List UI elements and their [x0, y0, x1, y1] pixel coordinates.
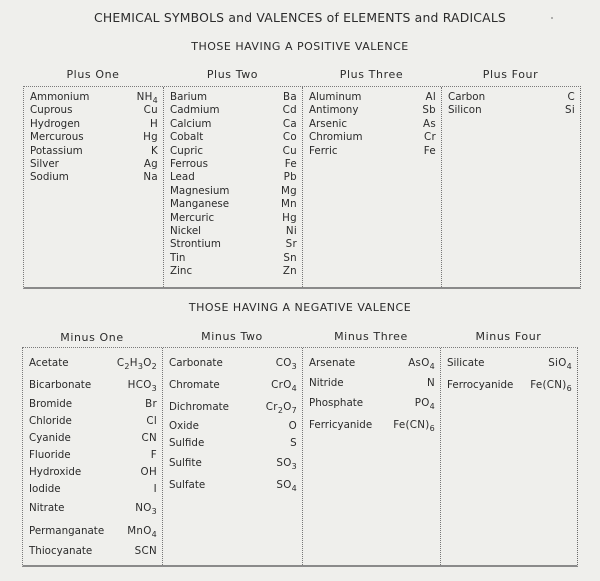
symbol-subscript: 3: [291, 362, 297, 371]
chemical-symbol: [425, 91, 436, 104]
symbol-text: Cu: [143, 104, 158, 117]
element-row-antimony: [303, 104, 441, 117]
chemical-symbol: [283, 131, 297, 144]
element-name: Arsenic: [309, 117, 348, 130]
symbol-text: C: [116, 357, 125, 369]
symbol-text: Sb: [422, 104, 436, 117]
symbol-subscript: 4: [429, 402, 435, 411]
symbol-text: As: [422, 117, 436, 130]
chemical-symbol: [151, 447, 157, 464]
chemical-symbol: [137, 91, 158, 104]
symbol-text: Zn: [282, 265, 297, 278]
chemical-symbol: [281, 198, 297, 211]
symbol-text: NO: [135, 502, 152, 514]
element-name: Cadmium: [170, 104, 220, 117]
element-name: Dichromate: [169, 401, 229, 413]
element-name: Iodide: [29, 483, 61, 495]
symbol-text: Ni: [285, 224, 297, 237]
chemical-symbol: [286, 225, 297, 238]
element-row-silicon: [442, 104, 580, 117]
chemical-symbol: [135, 542, 157, 560]
element-row-ferrous: [164, 158, 302, 171]
negative-valence-table: [22, 347, 578, 567]
element-row-cuprous: [24, 104, 163, 117]
chemical-symbol: [281, 185, 297, 198]
element-name: Phosphate: [309, 397, 364, 409]
column-header-plus-one: Plus One: [66, 68, 120, 81]
chemical-symbol: [142, 430, 158, 447]
element-name: Lead: [170, 171, 195, 184]
element-name: Silver: [30, 157, 59, 170]
column-header-minus-one: Minus One: [60, 331, 124, 344]
chemical-symbol: [135, 497, 157, 520]
chemical-symbol: [289, 418, 297, 435]
element-name: Magnesium: [170, 184, 230, 197]
negative-column: [163, 348, 303, 565]
chemical-symbol: [283, 91, 297, 104]
symbol-subscript: 7: [291, 406, 297, 415]
chemical-symbol: [284, 171, 297, 184]
positive-column: [164, 87, 303, 287]
symbol-text: Ag: [143, 157, 158, 170]
element-row-bicarbonate: [23, 374, 162, 396]
symbol-text: F: [150, 449, 157, 461]
element-row-arsenate: [303, 352, 440, 374]
element-name: Cobalt: [170, 131, 204, 144]
symbol-text: CN: [141, 432, 157, 444]
element-row-nitride: [303, 374, 440, 392]
chemical-symbol: [276, 452, 297, 474]
element-row-nitrate: [23, 497, 162, 520]
chemical-symbol: [151, 145, 158, 158]
element-name: Tin: [170, 251, 186, 264]
positive-valence-table: [23, 86, 581, 289]
symbol-text: Cd: [282, 104, 297, 117]
symbol-text: Cr: [265, 401, 278, 413]
element-row-chloride: [23, 413, 162, 430]
element-name: Silicate: [447, 357, 485, 369]
element-row-mercuric: [164, 212, 302, 225]
symbol-text: SO: [276, 479, 292, 491]
symbol-subscript: 3: [151, 507, 157, 516]
element-row-bromide: [23, 396, 162, 413]
element-name: Ferric: [309, 144, 338, 157]
chemical-symbol: [283, 104, 297, 117]
element-row-dichromate: [163, 396, 302, 418]
symbol-text: Co: [282, 131, 297, 144]
element-name: Aluminum: [309, 91, 362, 103]
chemical-symbol: [548, 352, 572, 374]
element-name: Permanganate: [29, 525, 105, 537]
element-row-arsenic: [303, 118, 441, 131]
positive-column: [24, 87, 164, 287]
chemical-symbol: [266, 396, 297, 418]
element-name: Nitride: [309, 377, 344, 389]
symbol-subscript: 4: [152, 96, 158, 105]
symbol-text: C: [567, 91, 575, 103]
symbol-subscript: 3: [137, 362, 144, 371]
chemical-symbol: [143, 131, 158, 144]
chemical-symbol: [128, 374, 157, 396]
symbol-text: Hg: [143, 131, 158, 144]
element-name: Chromium: [309, 131, 363, 144]
element-name: Chromate: [169, 379, 220, 391]
symbol-subscript: 3: [151, 384, 157, 393]
chemical-symbol: [271, 374, 297, 396]
element-name: Mercurous: [30, 131, 84, 144]
element-name: Thiocyanate: [29, 545, 93, 557]
element-row-cupric: [164, 145, 302, 158]
symbol-text: Fe: [284, 157, 297, 170]
negative-valence-heading: THOSE HAVING A NEGATIVE VALENCE: [188, 301, 412, 314]
chemical-symbol: [427, 374, 435, 392]
column-header-plus-two: Plus Two: [206, 68, 259, 81]
element-row-ferricyanide: [303, 414, 440, 437]
element-name: Zinc: [170, 265, 193, 278]
symbol-text: I: [153, 483, 157, 495]
symbol-text: SiO: [548, 357, 567, 369]
chemical-symbol: [283, 265, 297, 278]
symbol-text: O: [288, 420, 297, 432]
symbol-text: MnO: [127, 525, 152, 537]
element-name: Silicon: [448, 104, 482, 117]
element-row-mercurous: [24, 131, 163, 144]
element-row-thiocyanate: [23, 542, 162, 560]
column-header-minus-two: Minus Two: [201, 330, 263, 343]
element-row-sulfate: [163, 474, 302, 496]
symbol-text: Mg: [280, 184, 297, 197]
chemical-symbol: [283, 145, 297, 158]
element-row-permanganate: [23, 520, 162, 542]
element-name: Ammonium: [30, 91, 90, 103]
element-row-carbonate: [163, 352, 302, 374]
element-row-sulfide: [163, 435, 302, 452]
symbol-text: Hg: [282, 211, 297, 224]
positive-column: [442, 87, 580, 287]
symbol-text: O: [283, 401, 292, 413]
positive-column: [303, 87, 442, 287]
chemical-symbol: [117, 352, 157, 374]
element-row-cadmium: [164, 104, 302, 117]
element-name: Sodium: [30, 171, 69, 184]
symbol-text: K: [150, 144, 158, 157]
chemical-symbol: [290, 435, 297, 452]
element-name: Nickel: [170, 224, 202, 237]
chemical-symbol: [154, 481, 157, 497]
symbol-subscript: 4: [291, 384, 297, 393]
chemical-symbol: [150, 118, 158, 131]
chemical-symbol: [146, 413, 157, 430]
element-row-nickel: [164, 225, 302, 238]
element-row-barium: [164, 91, 302, 104]
element-row-ferric: [303, 145, 441, 158]
symbol-subscript: 4: [291, 484, 297, 493]
chemical-symbol: [143, 171, 158, 184]
element-row-phosphate: [303, 392, 440, 414]
column-header-plus-four: Plus Four: [482, 68, 539, 81]
element-row-zinc: [164, 265, 302, 278]
symbol-subscript: 2: [277, 406, 284, 415]
document-title: CHEMICAL SYMBOLS and VALENCES of ELEMENTS and RADICALS: [94, 10, 506, 25]
element-name: Hydroxide: [29, 466, 82, 478]
chemical-symbol: [282, 212, 297, 225]
element-row-iodide: [23, 481, 162, 497]
element-name: Cuprous: [30, 104, 73, 117]
element-row-hydroxide: [23, 464, 162, 481]
chemical-symbol: [283, 118, 297, 131]
chemical-symbol: [393, 414, 435, 437]
chemical-symbol: [415, 392, 435, 414]
element-row-fluoride: [23, 447, 162, 464]
symbol-text: Sr: [285, 238, 297, 251]
element-row-potassium: [24, 145, 163, 158]
element-row-ammonium: [24, 91, 163, 104]
element-name: Cupric: [170, 144, 204, 157]
chemical-symbol: [424, 145, 436, 158]
element-row-cyanide: [23, 430, 162, 447]
element-name: Ferrous: [170, 157, 208, 170]
element-name: Sulfide: [169, 437, 205, 449]
symbol-text: Sn: [283, 251, 297, 264]
element-row-tin: [164, 252, 302, 265]
symbol-text: Cu: [282, 144, 297, 157]
element-row-sodium: [24, 171, 163, 184]
symbol-subscript: 2: [151, 362, 157, 371]
chemical-symbol: [423, 118, 436, 131]
element-name: Carbon: [448, 91, 486, 103]
symbol-text: H: [129, 357, 138, 369]
element-row-sulfite: [163, 452, 302, 474]
element-name: Oxide: [169, 420, 199, 432]
chemical-symbol: [144, 104, 158, 117]
element-row-acetate: [23, 352, 162, 374]
symbol-text: Fe(CN): [393, 419, 430, 431]
element-name: Arsenate: [309, 357, 356, 369]
symbol-subscript: 3: [291, 462, 297, 471]
symbol-text: Br: [145, 398, 157, 410]
chemical-symbol: [530, 374, 572, 396]
element-row-ferrocyanide: [441, 374, 577, 396]
element-name: Hydrogen: [30, 117, 81, 130]
chemical-symbol: [286, 238, 297, 251]
element-row-oxide: [163, 418, 302, 435]
element-row-hydrogen: [24, 118, 163, 131]
element-name: Sulfite: [169, 457, 202, 469]
element-row-strontium: [164, 238, 302, 251]
symbol-text: O: [143, 357, 152, 369]
element-name: Mercuric: [170, 211, 215, 224]
symbol-text: Na: [143, 171, 158, 184]
symbol-subscript: 6: [566, 384, 572, 393]
element-name: Sulfate: [169, 479, 206, 491]
element-name: Nitrate: [29, 502, 65, 514]
element-name: Manganese: [170, 198, 230, 211]
element-row-magnesium: [164, 185, 302, 198]
chemical-symbol: [276, 352, 297, 374]
element-name: Strontium: [170, 238, 221, 251]
symbol-text: OH: [140, 466, 157, 478]
symbol-text: Pb: [283, 171, 297, 184]
chemical-symbol: [422, 104, 436, 117]
element-name: Bromide: [29, 398, 73, 410]
chemical-symbol: [408, 352, 435, 374]
chemical-symbol: [565, 104, 575, 117]
symbol-text: Fe: [423, 144, 436, 157]
symbol-text: Ba: [283, 91, 297, 103]
symbol-text: HCO: [127, 379, 152, 391]
element-name: Carbonate: [169, 357, 223, 369]
symbol-subscript: 2: [124, 362, 130, 371]
symbol-text: Fe(CN): [530, 379, 567, 391]
symbol-text: Ca: [282, 117, 297, 130]
symbol-text: AsO: [408, 357, 430, 369]
symbol-text: Al: [425, 91, 436, 103]
symbol-subscript: 4: [429, 362, 435, 371]
element-row-manganese: [164, 198, 302, 211]
chemical-symbol: [127, 520, 157, 542]
column-header-plus-three: Plus Three: [339, 68, 404, 81]
element-name: Barium: [170, 91, 208, 103]
element-row-silver: [24, 158, 163, 171]
element-name: Fluoride: [29, 449, 71, 461]
symbol-text: N: [426, 377, 435, 389]
symbol-subscript: 6: [429, 424, 435, 433]
element-row-chromate: [163, 374, 302, 396]
negative-column: [23, 348, 163, 565]
element-row-lead: [164, 171, 302, 184]
element-name: Calcium: [170, 117, 212, 130]
chemical-symbol: [144, 158, 158, 171]
symbol-text: SO: [276, 457, 292, 469]
chemical-symbol: [276, 474, 297, 496]
element-row-aluminum: [303, 91, 441, 104]
element-name: Antimony: [309, 104, 359, 117]
symbol-subscript: 4: [151, 530, 157, 539]
element-row-chromium: [303, 131, 441, 144]
negative-column: [303, 348, 441, 565]
chemical-symbol: [283, 252, 297, 265]
symbol-text: Cr: [423, 131, 436, 144]
symbol-text: CrO: [271, 379, 292, 391]
chemical-symbol: [285, 158, 297, 171]
element-row-cobalt: [164, 131, 302, 144]
positive-valence-heading: THOSE HAVING A POSITIVE VALENCE: [191, 40, 409, 53]
symbol-subscript: 4: [566, 362, 572, 371]
paper-speck: [551, 17, 553, 19]
symbol-text: Si: [565, 104, 575, 117]
symbol-text: H: [149, 117, 158, 130]
column-header-minus-four: Minus Four: [475, 330, 542, 343]
chemical-symbol: [568, 91, 576, 104]
element-name: Ferrocyanide: [447, 379, 514, 391]
chemical-symbol: [145, 396, 157, 413]
chemical-symbol: [141, 464, 157, 481]
element-name: Ferricyanide: [309, 419, 373, 431]
element-name: Chloride: [29, 415, 72, 427]
chemical-symbol: [424, 131, 436, 144]
symbol-text: Mn: [280, 198, 297, 211]
symbol-text: NH: [136, 91, 153, 103]
element-row-calcium: [164, 118, 302, 131]
symbol-text: SCN: [134, 545, 157, 557]
element-name: Cyanide: [29, 432, 71, 444]
element-name: Acetate: [29, 357, 69, 369]
symbol-text: Cl: [146, 415, 157, 427]
symbol-text: PO: [414, 397, 430, 409]
negative-column: [441, 348, 577, 565]
symbol-text: S: [290, 437, 297, 449]
element-name: Bicarbonate: [29, 379, 92, 391]
element-row-silicate: [441, 352, 577, 374]
symbol-text: CO: [275, 357, 292, 369]
column-header-minus-three: Minus Three: [334, 330, 408, 343]
element-row-carbon: [442, 91, 580, 104]
element-name: Potassium: [30, 144, 83, 157]
